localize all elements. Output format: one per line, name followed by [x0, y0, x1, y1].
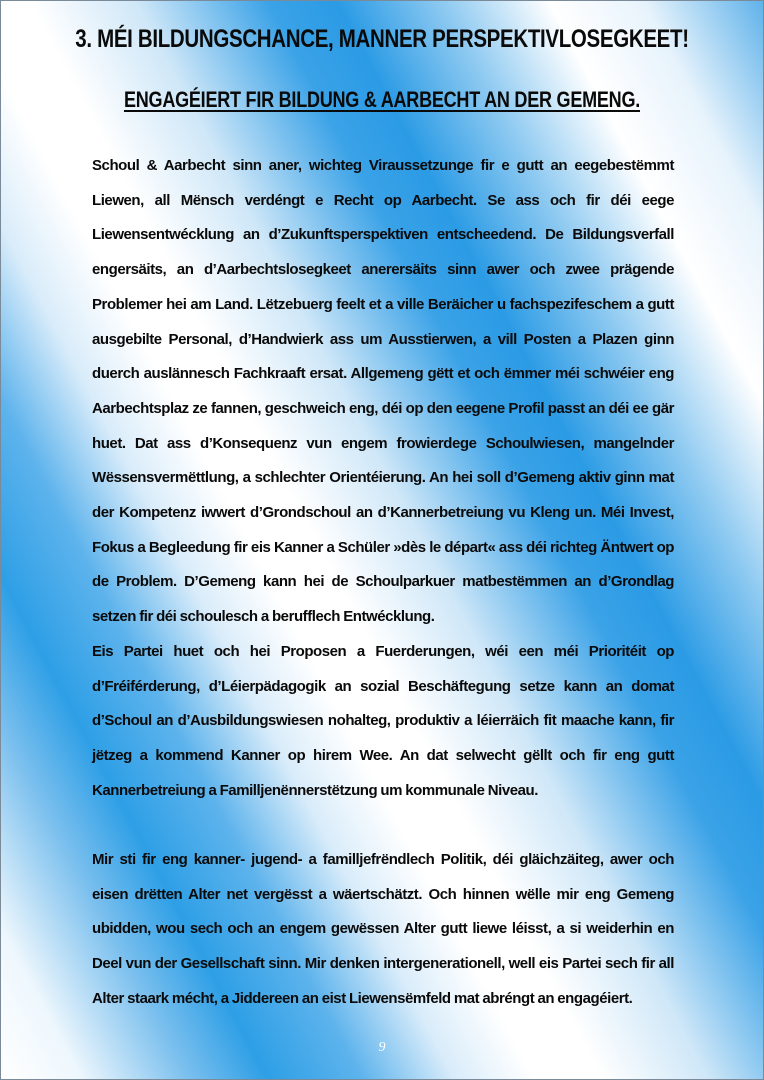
- paragraph-1: Schoul & Aarbecht sinn aner, wichteg Viraussetzunge fir e gutt an eegebestëmmt Liewen, all Mënsch verdéngt e Recht op Aarbecht. Se ass och fir déi eege Liewensentwécklung an d’Zukunftsperspektiven entscheedend. De Bildungsverfall engersäits, an d’Aarbechtslosegkeet anerersäits sinn awer och zwee prägende Problemer hei am Land. Lëtzebuerg feelt et a ville Beräicher u fachspezifeschem a gutt ausgebilte Personal, d’Handwierk ass um Ausstierwen, a vill Posten a Plazen ginn duerch auslännesch Fachkraaft ersat. Allgemeng gëtt et och ëmmer méi schwéier eng Aarbechtsplaz ze fannen, geschweich eng, déi op den eegene Profil passt an déi ee gär huet. Dat ass d’Konsequenz vun engem frowierdege Schoulwiesen, mangelnder Wëssensvermëttlung, a schlechter Orientéierung. An hei soll d’Gemeng aktiv ginn mat der Kompetenz iwwert d’Grondschoul an d’Kannerbetreiung vu Kleng un. Méi Invest, Fokus a Begleedung fir eis Kanner a Schüler »dès le départ« ass déi richteg Äntwert op de Problem. D’Gemeng kann hei de Schoulparkuer matbestëmmen an d’Grondlag setzen fir déi schoulesch a berufflech Entwécklung.: [92, 157, 674, 626]
- paragraph-2: Eis Partei huet och hei Proposen a Fuerderungen, wéi een méi Prioritéit op d’Fréiférderung, d’Léierpädagogik an sozial Beschäftegung setze kann an domat d’Schoul an d’Ausbildungswiesen nohalteg, produktiv a léierräich fit maache kann, fir jëtzeg a kommend Kanner op hirem Wee. An dat selwecht gëllt och fir eng gutt Kannerbetreiung a Familljenënnerstëtzung um kommunale Niveau.: [92, 643, 674, 799]
- paragraph-3: Mir sti fir eng kanner- jugend- a familljefrëndlech Politik, déi gläichzäiteg, awer och eisen drëtten Alter net vergësst a wäertschätzt. Och hinnen wëlle mir eng Gemeng ubidden, wou sech och an engem gewëssen Alter gutt liewe léisst, a si weiderhin en Deel vun der Gesellschaft sinn. Mir denken intergenerationell, well eis Partei sech fir all Alter staark mécht, a Jiddereen an eist Liewensëmfeld mat abréngt an engagéiert.: [92, 851, 674, 1007]
- section-subtitle: ENGAGÉIERT FIR BILDUNG & AARBECHT AN DER GEMENG.: [123, 87, 641, 112]
- page-title: 3. MÉI BILDUNGSCHANCE, MANNER PERSPEKTIVLOSEGKEET!: [75, 25, 689, 53]
- page-number: 9: [378, 1040, 386, 1055]
